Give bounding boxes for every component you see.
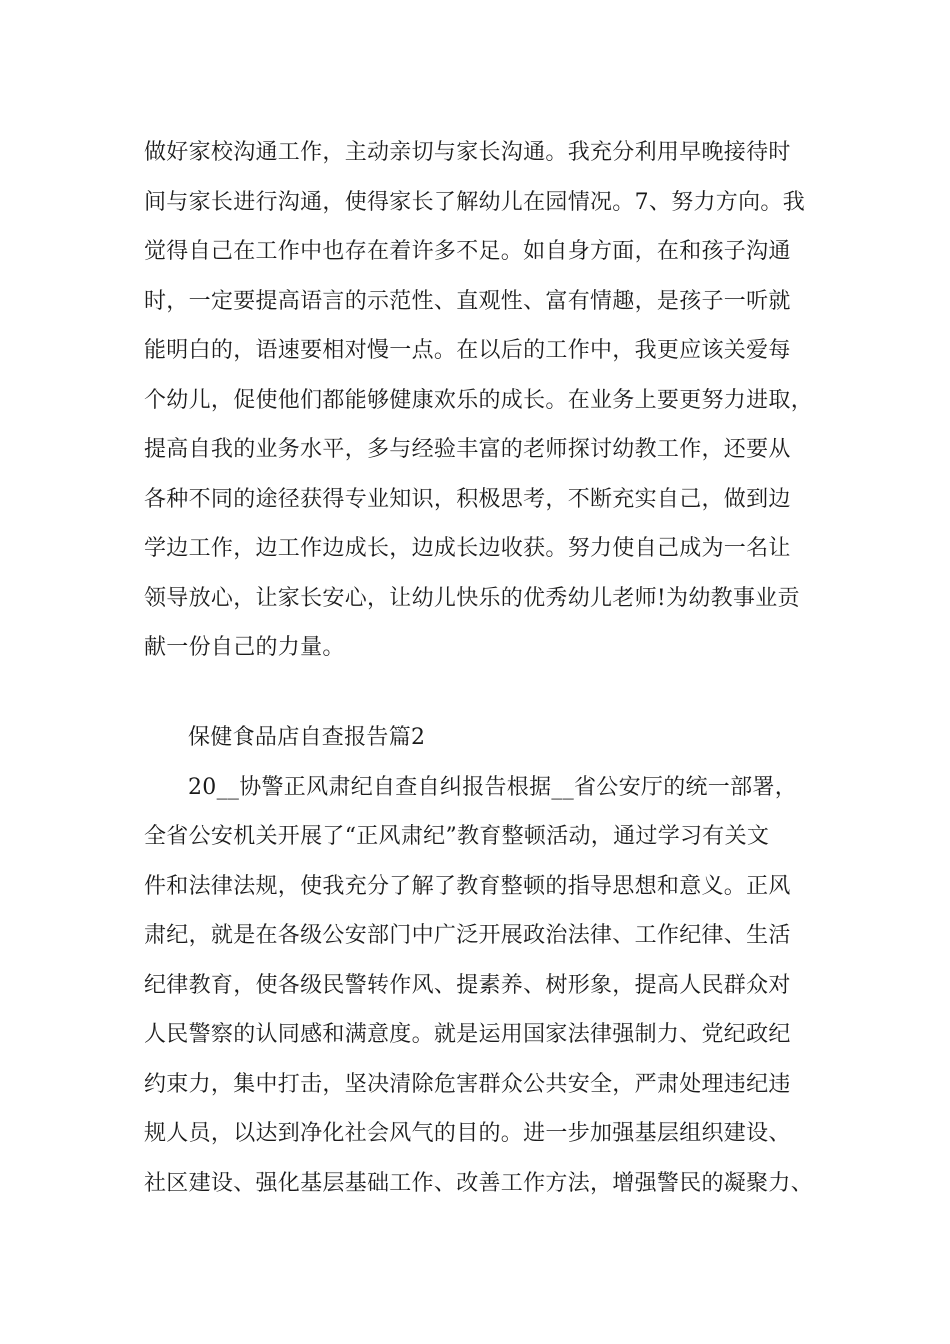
text-line: 学边工作，边工作边成长，边成长边收获。努力使自己成为一名让 bbox=[144, 536, 791, 561]
text-line: 人民警察的认同感和满意度。就是运用国家法律强制力、党纪政纪 bbox=[144, 1022, 791, 1047]
text-line: 个幼儿，促使他们都能够健康欢乐的成长。在业务上要更努力进取， bbox=[144, 387, 814, 413]
text-line: 领导放心，让家长安心，让幼儿快乐的优秀幼儿老师!为幼教事业贡 bbox=[144, 585, 800, 611]
text-line: 纪律教育，使各级民警转作风、提素养、树形象，提高人民群众对 bbox=[144, 972, 791, 998]
paragraph-continuation bbox=[144, 128, 813, 673]
text-line: 能明白的，语速要相对慢一点。在以后的工作中，我更应该关爱每 bbox=[144, 338, 791, 363]
text-line: 觉得自己在工作中也存在着许多不足。如自身方面，在和孩子沟通 bbox=[144, 239, 791, 264]
text-line: 约束力，集中打击，坚决清除危害群众公共安全，严肃处理违纪违 bbox=[144, 1071, 791, 1097]
text-line: 件和法律法规，使我充分了解了教育整顿的指导思想和意义。正风 bbox=[144, 873, 791, 899]
text-line: 献一份自己的力量。 bbox=[144, 635, 345, 660]
text-line: 20__协警正风肃纪自查自纠报告根据__省公安厅的统一部署， bbox=[188, 774, 797, 800]
text-line: 做好家校沟通工作，主动亲切与家长沟通。我充分利用早晚接待时 bbox=[144, 140, 791, 165]
text-line: 时，一定要提高语言的示范性、直观性、富有情趣，是孩子一听就 bbox=[144, 288, 791, 314]
text-line: 规人员，以达到净化社会风气的目的。进一步加强基层组织建设、 bbox=[144, 1121, 791, 1146]
text-line: 肃纪，就是在各级公安部门中广泛开展政治法律、工作纪律、生活 bbox=[144, 923, 791, 948]
text-line: 社区建设、强化基层基础工作、改善工作方法，增强警民的凝聚力、 bbox=[144, 1170, 814, 1196]
text-line: 提高自我的业务水平，多与经验丰富的老师探讨幼教工作，还要从 bbox=[144, 437, 791, 462]
section-2 bbox=[144, 713, 813, 1208]
text-line: 间与家长进行沟通，使得家长了解幼儿在园情况。7、努力方向。我 bbox=[144, 189, 805, 215]
text-line: 各种不同的途径获得专业知识，积极思考，不断充实自己，做到边 bbox=[144, 486, 791, 512]
text-line: 全省公安机关开展了“正风肃纪”教育整顿活动，通过学习有关文 bbox=[144, 824, 770, 849]
section-heading: 保健食品店自查报告篇2 bbox=[188, 725, 426, 750]
